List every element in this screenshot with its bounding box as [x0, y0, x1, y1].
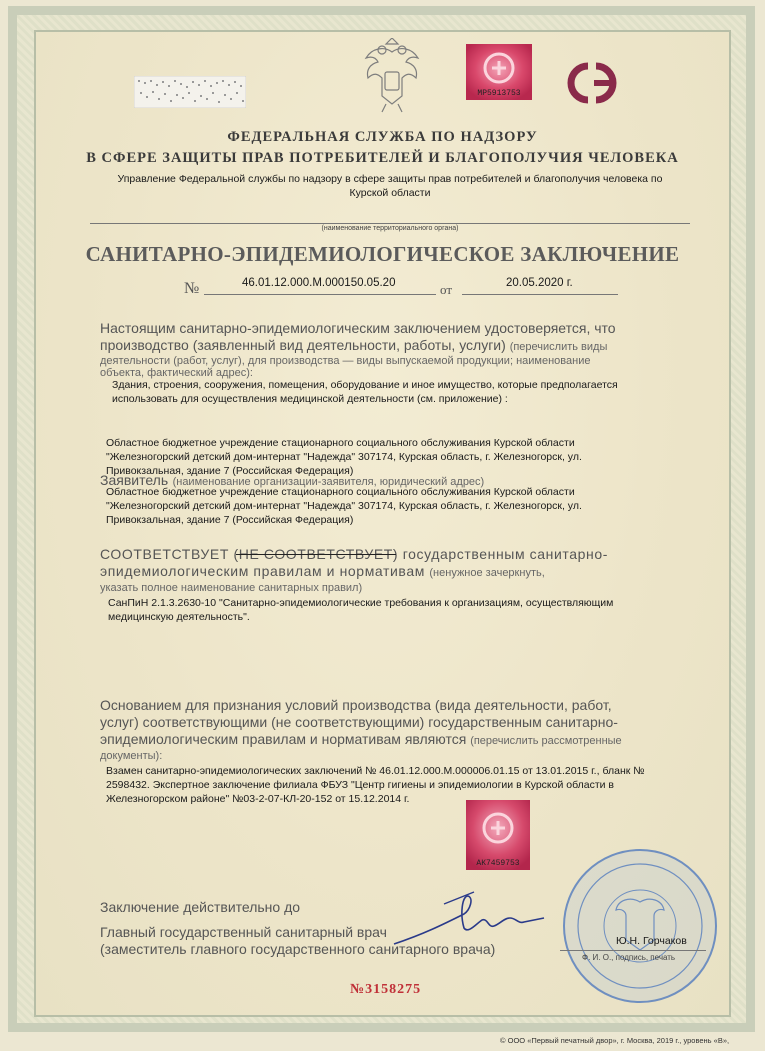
- basis-line3b: (перечислить рассмотренные: [470, 735, 622, 747]
- signatory-name: Ю.Н. Горчаков: [616, 935, 687, 947]
- certify-lead-line2: [100, 337, 700, 356]
- applicant-details: [106, 485, 706, 527]
- validity-label: Заключение действительно до: [100, 899, 301, 915]
- document-number: 46.01.12.000.М.000150.05.20: [242, 277, 396, 289]
- date-underline: [462, 294, 618, 295]
- basis-lead: [100, 697, 710, 750]
- agency-name-line1: ФЕДЕРАЛЬНАЯ СЛУЖБА ПО НАДЗОРУ: [227, 129, 538, 145]
- certify-lead-line2a: производство (заявленный вид деятельности, работы, услуги): [100, 337, 506, 353]
- compliance-word: СООТВЕТСТВУЕТ: [100, 546, 230, 562]
- signatory-underline: [560, 950, 706, 951]
- compliance-line3: указать полное наименование санитарных правил): [100, 582, 363, 594]
- certify-lead-line2b: (перечислить виды: [509, 341, 608, 353]
- compliance-rest: государственным санитарно-: [402, 546, 609, 562]
- basis-docs-line1: Взамен санитарно-эпидемиологических заключений № 46.01.12.000.М.000006.01.15 от 13.01.2015 г., бланк №: [106, 765, 645, 777]
- certification-mark-icon: [558, 58, 626, 108]
- basis-line3a: эпидемиологическим правилам и нормативам являются: [100, 731, 467, 747]
- department-line1: Управление Федеральной службы по надзору в сфере защиты прав потребителей и благополучия человека по: [117, 173, 663, 185]
- applicant-label-note: (наименование организации-заявителя, юридический адрес): [172, 476, 485, 488]
- object-address-line1: Областное бюджетное учреждение стационарного социального обслуживания Курской области: [106, 437, 575, 449]
- basis-line3: [100, 731, 710, 750]
- applicant-line1: Областное бюджетное учреждение стационарного социального обслуживания Курской области: [106, 486, 575, 498]
- signatory-caption: Ф. И. О., подпись, печать: [582, 953, 676, 962]
- official-stamp-icon: [560, 846, 720, 1006]
- serial-number: №3158275: [350, 982, 422, 997]
- signatory-line1: Главный государственный санитарный врач: [100, 924, 387, 940]
- document-date: 20.05.2020 г.: [506, 277, 573, 289]
- applicant-line2: "Железногорский детский дом-интернат "Надежда" 307174, Курская область, г. Железногорск, ул.: [106, 500, 582, 512]
- basis-line1: Основанием для признания условий производства (вида деятельности, работ,: [100, 697, 612, 713]
- department-caption: (наименование территориального органа): [321, 225, 459, 232]
- hologram-seal-top: [466, 44, 532, 100]
- sanitary-rules: [108, 596, 708, 624]
- territorial-department: [90, 172, 690, 200]
- certify-subject: [112, 378, 702, 406]
- department-line2: Курской области: [349, 187, 431, 199]
- barcode-pattern: [134, 76, 246, 108]
- compliance-line2b: (ненужное зачеркнуть,: [429, 567, 545, 579]
- compliance-struck-option: (НЕ СООТВЕТСТВУЕТ): [233, 546, 399, 562]
- compliance-line1: [100, 546, 710, 563]
- department-underline: [90, 223, 690, 224]
- printer-imprint: © ООО «Первый печатный двор», г. Москва, 2019 г., уровень «В»,: [500, 1036, 730, 1045]
- hologram-middle-code: АК7459753: [476, 859, 520, 868]
- applicant-line3: Привокзальная, здание 7 (Российская Федерация): [106, 514, 354, 526]
- number-underline: [204, 294, 436, 295]
- signatory-line2: (заместитель главного государственного санитарного врача): [100, 941, 496, 957]
- double-headed-eagle-emblem-icon: [360, 38, 424, 114]
- sanitary-rules-line2: медицинскую деятельность".: [108, 611, 250, 623]
- hologram-seal-middle: [466, 800, 530, 870]
- document-title: САНИТАРНО-ЭПИДЕМИОЛОГИЧЕСКОЕ ЗАКЛЮЧЕНИЕ: [85, 242, 680, 266]
- applicant-label: Заявитель: [100, 472, 169, 488]
- certify-lead-line1: Настоящим санитарно-эпидемиологическим заключением удостоверяется, что: [100, 320, 616, 336]
- certify-subject-line2: использовать для осуществления медицинской деятельности (см. приложение) :: [112, 393, 508, 405]
- certify-lead-line3: деятельности (работ, услуг), для производства — виды выпускаемой продукции; наименование: [100, 355, 591, 367]
- object-address-line3: Привокзальная, здание 7 (Российская Федерация): [106, 465, 354, 477]
- compliance-line2a: эпидемиологическим правилам и нормативам: [100, 563, 425, 579]
- date-label: от: [440, 282, 453, 297]
- basis-documents: [106, 764, 706, 806]
- basis-docs-line2: 2598432. Экспертное заключение филиала ФБУЗ "Центр гигиены и эпидемиологии в Курской области в: [106, 779, 615, 791]
- basis-line4: документы):: [100, 750, 163, 762]
- agency-name-line2: В СФЕРЕ ЗАЩИТЫ ПРАВ ПОТРЕБИТЕЛЕЙ И БЛАГОПОЛУЧИЯ ЧЕЛОВЕКА: [86, 150, 679, 166]
- certify-subject-line1: Здания, строения, сооружения, помещения, оборудование и иное имущество, которые предполагается: [112, 379, 618, 391]
- certify-lead: [100, 320, 700, 356]
- object-address-line2: "Железногорский детский дом-интернат "Надежда" 307174, Курская область, г. Железногорск, ул.: [106, 451, 582, 463]
- basis-line2: услуг) соответствующими (не соответствующими) государственным санитарно-: [100, 714, 618, 730]
- number-label: №: [184, 280, 200, 297]
- compliance-line2: [100, 563, 710, 581]
- hologram-top-code: МР5913753: [477, 89, 521, 98]
- certify-lead-note: [100, 355, 700, 379]
- certify-lead-line4: объекта, фактический адрес):: [100, 367, 253, 379]
- basis-docs-line3: Железногорском районе" №03-2-07-КЛ-20-152 от 15.12.2014 г.: [106, 793, 410, 805]
- signature-icon: [384, 884, 554, 954]
- sanitary-rules-line1: СанПиН 2.1.3.2630-10 "Санитарно-эпидемиологические требования к организациям, осуществляющим: [108, 597, 614, 609]
